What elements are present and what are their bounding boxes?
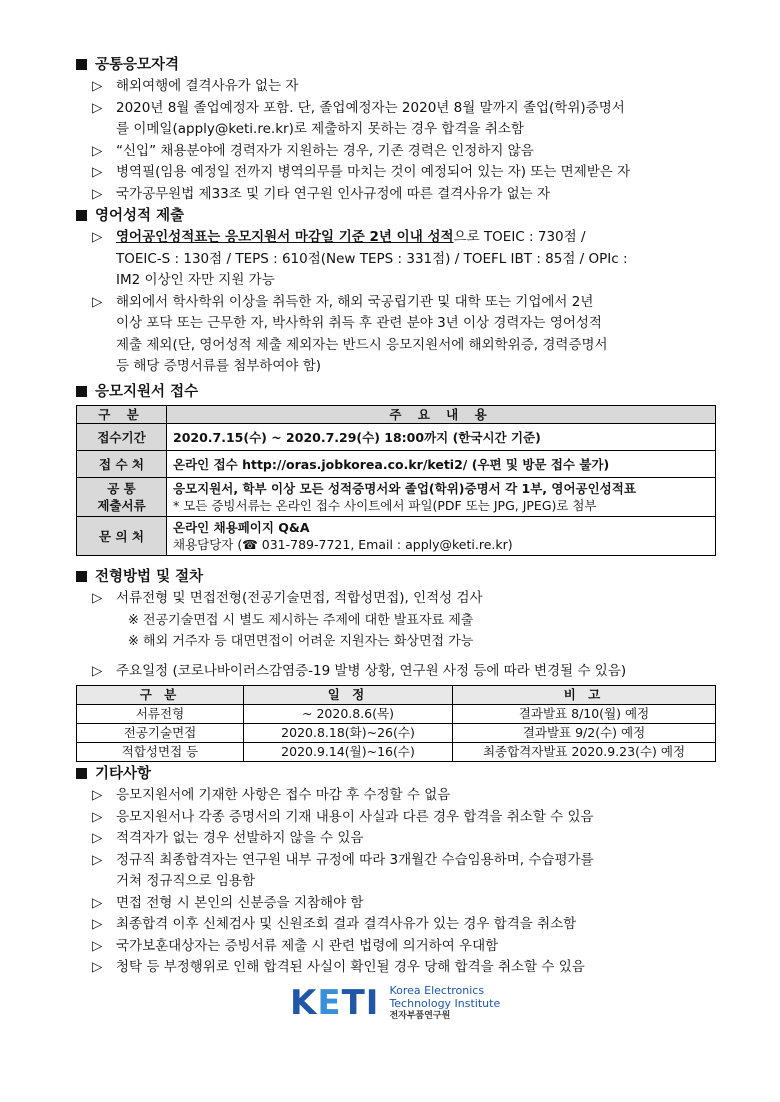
section-selection-process — [76, 566, 716, 762]
section-english-score — [76, 205, 716, 378]
list-item: ▷ 2020년 8월 졸업예정자 포함. 단, 졸업예정자는 2020년 8월 말까지 졸업(학위)증명서 를 이메일(apply@keti.re.kr)로 제출하지 못하는 경우 합격을 취소함 — [92, 99, 625, 137]
list-item: ▷ 국가공무원법 제33조 및 기타 연구원 인사규정에 따른 결격사유가 없는 자 — [76, 184, 716, 206]
list-item: ▷ 면접 전형 시 본인의 신분증을 지참해야 함 — [76, 893, 716, 915]
triangle-bullet-icon: ▷ — [92, 590, 103, 606]
list-item: ▷ 해외여행에 결격사유가 없는 자 — [76, 76, 716, 98]
table-row: 전공기술면접 2020.8.18(화)~26(수) 결과발표 9/2(수) 예정 — [77, 724, 716, 743]
list-item: ▷ 주요일정 (코로나바이러스감염증-19 발병 상황, 연구원 사정 등에 따라 변경될 수 있음) — [76, 661, 716, 683]
note: ※ 해외 거주자 등 대면면접이 어려운 지원자는 화상면접 가능 — [128, 634, 474, 649]
triangle-bullet-icon: ▷ — [92, 78, 103, 94]
list-item: ▷ 해외에서 학사학위 이상을 취득한 자, 해외 국공립기관 및 대학 또는 기업에서 2년 이상 포닥 또는 근무한 자, 박사학위 취득 후 관련 분야 3년 이상 경력자는 영어성적 제출 제외(단, 영어성적 제출 제외자는 반드시 응모지원서에 해외학위증, 경력증명서 등 해당 증명서류를 첨부하여야 함) — [92, 293, 608, 374]
triangle-bullet-icon: ▷ — [92, 142, 103, 159]
list-item: ▷ 최종합격 이후 신체검사 및 신원조회 결과 결격사유가 있는 경우 합격을 취소함 — [76, 914, 716, 936]
table-row: 공 통 제출서류 응모지원서, 학부 이상 모든 성적증명서와 졸업(학위)증명서 각 1부, 영어공인성적표 * 모든 증빙서류는 온라인 접수 사이트에서 파일(PDF 또는 JPG, JPEG)로 첨부 — [77, 478, 716, 517]
triangle-bullet-icon: ▷ — [92, 808, 103, 825]
triangle-bullet-icon: ▷ — [92, 894, 103, 911]
keti-logo-text: Korea Electronics Technology Institute 전자부품연구원 — [389, 983, 501, 1021]
section-other — [76, 763, 716, 979]
triangle-bullet-icon: ▷ — [92, 99, 103, 116]
triangle-bullet-icon: ▷ — [92, 662, 103, 679]
table-header: 구 분 주 요 내 용 — [77, 406, 716, 424]
square-bullet-icon — [76, 59, 87, 70]
section-application — [76, 381, 716, 556]
triangle-bullet-icon: ▷ — [92, 830, 103, 846]
section-eligibility — [76, 54, 716, 205]
table-row: 접 수 처 온라인 접수 http://oras.jobkorea.co.kr/keti2/ (우편 및 방문 접수 불가) — [77, 451, 716, 478]
square-bullet-icon — [76, 210, 87, 221]
list-item: ▷ 국가보훈대상자는 증빙서류 제출 시 관련 법령에 의거하여 우대함 — [76, 936, 716, 958]
section-title: 응모지원서 접수 — [76, 381, 716, 403]
square-bullet-icon — [76, 768, 87, 779]
triangle-bullet-icon: ▷ — [92, 959, 103, 975]
keti-logo-mark: KETI — [290, 983, 380, 1023]
keti-logo — [290, 980, 500, 1026]
triangle-bullet-icon: ▷ — [92, 185, 103, 202]
list-item: ▷ 청탁 등 부정행위로 인해 합격된 사실이 확인될 경우 당해 합격을 취소할 수 있음 — [76, 957, 716, 979]
application-table — [76, 405, 716, 556]
triangle-bullet-icon: ▷ — [92, 164, 103, 180]
section-title: 영어성적 제출 — [76, 205, 716, 227]
list-item: ▷ 응모지원서나 각종 증명서의 기재 내용이 사실과 다른 경우 합격을 취소할 수 있음 — [76, 807, 716, 829]
table-row: 서류전형 ~ 2020.8.6(목) 결과발표 8/10(월) 예정 — [77, 705, 716, 724]
triangle-bullet-icon: ▷ — [92, 229, 103, 245]
list-item: ▷ 적격자가 없는 경우 선발하지 않을 수 있음 — [76, 828, 716, 850]
table-row: 문 의 처 온라인 채용페이지 Q&A 채용담당자 (☎ 031-789-7721, Email : apply@keti.re.kr) — [77, 517, 716, 556]
section-title: 기타사항 — [76, 763, 716, 785]
list-item: ▷ “신입” 채용분야에 경력자가 지원하는 경우, 기존 경력은 인정하지 않음 — [76, 141, 716, 163]
schedule-table — [76, 685, 716, 762]
table-row: 접수기간 2020.7.15(수) ~ 2020.7.29(수) 18:00까지 (한국시간 기준) — [77, 424, 716, 451]
table-header: 구 분 일 정 비 고 — [77, 686, 716, 705]
section-title: 전형방법 및 절차 — [76, 566, 716, 588]
triangle-bullet-icon: ▷ — [92, 851, 103, 868]
triangle-bullet-icon: ▷ — [92, 787, 103, 803]
triangle-bullet-icon: ▷ — [92, 293, 103, 310]
list-item: ▷ 서류전형 및 면접전형(전공기술면접, 적합성면접), 인적성 검사 — [76, 588, 716, 610]
triangle-bullet-icon: ▷ — [92, 916, 103, 932]
square-bullet-icon — [76, 386, 87, 397]
list-item: ▷ 응모지원서에 기재한 사항은 접수 마감 후 수정할 수 없음 — [76, 785, 716, 807]
triangle-bullet-icon: ▷ — [92, 937, 103, 954]
table-row: 적합성면접 등 2020.9.14(월)~16(수) 최종합격자발표 2020.9.23(수) 예정 — [77, 743, 716, 762]
note: ※ 전공기술면접 시 별도 제시하는 주제에 대한 발표자료 제출 — [128, 612, 474, 628]
section-title: 공통응모자격 — [76, 54, 716, 76]
list-item: ▷ 영어공인성적표는 응모지원서 마감일 기준 2년 이내 성적으로 TOEIC : 730점 / TOEIC-S : 130점 / TEPS : 610점(New TEPS : 331점) / TOEFL IBT : 85점 / OPIc : IM2 이상인 자만 지원 가능 — [92, 229, 628, 288]
list-item: ▷ 병역필(임용 예정일 전까지 병역의무를 마치는 것이 예정되어 있는 자) 또는 면제받은 자 — [76, 162, 716, 184]
square-bullet-icon — [76, 571, 87, 582]
list-item: ▷ 정규직 최종합격자는 연구원 내부 규정에 따라 3개월간 수습임용하며, 수습평가를 거쳐 정규직으로 임용함 — [92, 851, 594, 889]
